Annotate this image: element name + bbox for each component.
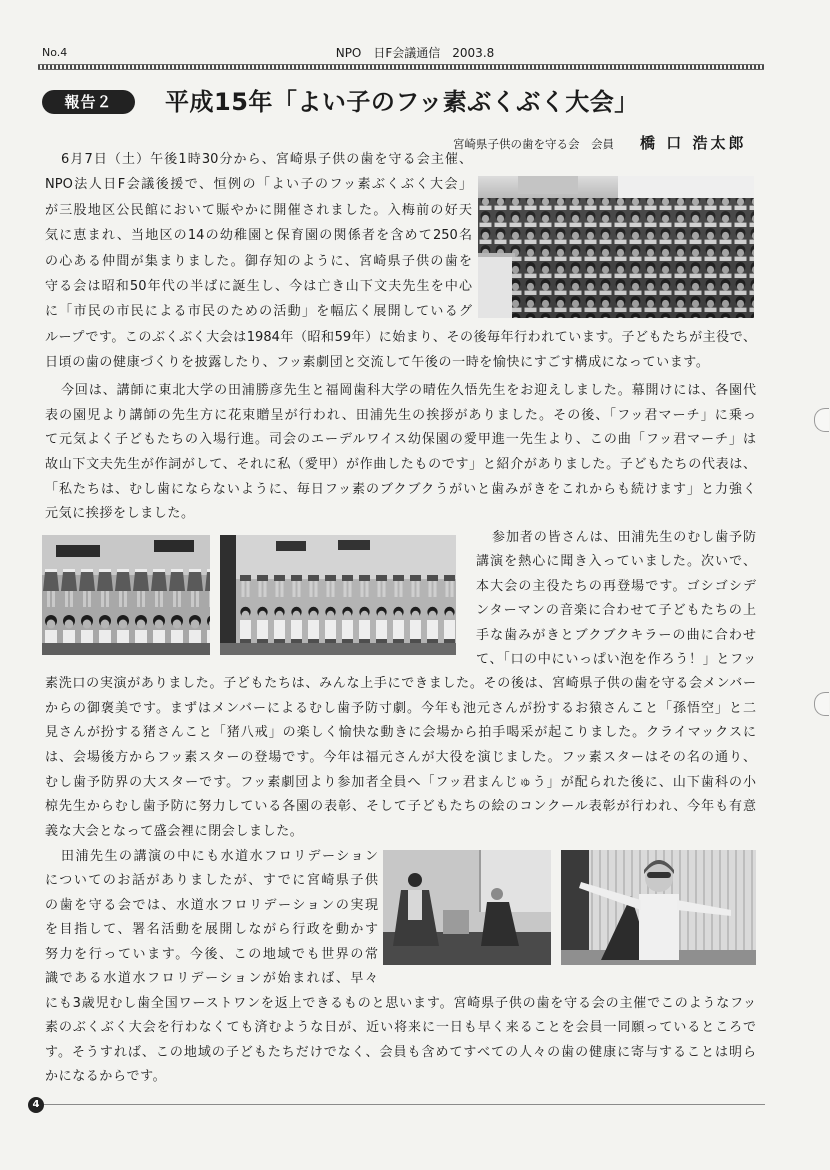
text-line: 本大会の主役たちの再登場です。ゴシゴシデ (476, 578, 756, 594)
text-line: ンターマンの音楽に合わせて子どもたちの上 (476, 603, 756, 619)
text-line: 6月7日（土）午後1時30分から、宮崎県子供の歯を守る会主催、 (61, 152, 472, 167)
text-line: 気に恵まれ、当地区の14の幼稚園と保育園の関係者を含めて250名 (45, 228, 472, 244)
text-line: 日頃の歯の健康づくりを披露したり、フッ素劇団と交流して午後の一時を愉快にすごす構成になっています。 (45, 355, 710, 371)
photo-audience-image (478, 176, 754, 318)
photo-audience (478, 176, 754, 318)
photo-fluoride-star (561, 850, 756, 965)
header-divider (38, 64, 764, 70)
text-line: は、会場後方からフッ素スターの登場です。今年は福元さんが大役を演じました。フッ素スターはその名の通り、 (45, 750, 756, 766)
text-line: 故山下文夫先生が作詞がして、それに私（愛甲）が作曲したものです」と紹介がありました。子どもたちの代表は、 (45, 457, 756, 473)
text-line: むし歯予防界の大スターです。フッ素劇団より参加者全員へ「フッ君まんじゅう」が配られた後に、山下歯科の小 (45, 774, 756, 790)
text-line: に「市民の市民による市民のための活動」を幅広く展開しているグ (45, 304, 472, 320)
paragraph-4-column (45, 845, 378, 991)
page-number: 4 (28, 1097, 44, 1113)
text-line: 今回は、講師に東北大学の田浦勝彦先生と福岡歯科大学の晴佐久悟先生をお迎えしました。幕開けには、各園代 (61, 383, 756, 398)
text-line: 講演を熱心に聞き入っていました。次いで、 (476, 554, 756, 570)
paragraph-3-column (476, 526, 756, 672)
text-line: て元気よく子どもたちの入場行進。司会のエーデルワイス幼保園の愛甲進一先生より、この曲「フッ君マーチ」は (45, 432, 756, 448)
issue-number: No.4 (42, 46, 68, 59)
photo-children-on-stage (220, 535, 456, 655)
paragraph-3-full (45, 672, 756, 845)
text-line: を目指して、署名活動を展開しながら行政を動かす (45, 922, 378, 938)
text-line: NPO法人日F会議後援で、恒例の「よい子のフッ素ぶくぶく大会」 (45, 177, 472, 193)
photo-children-with-signs-image (42, 535, 210, 655)
text-line: す。そうすれば、この地域の子どもたちだけでなく、会員も含めてすべての人々の歯の健康に寄与することは明ら (45, 1044, 756, 1060)
photo-children-with-signs (42, 535, 210, 655)
text-line: 田浦先生の講演の中にも水道水フロリデーション (61, 849, 378, 864)
text-line: 識である水道水フロリデーションが始まれば、早々 (45, 970, 378, 986)
text-line: の心ある仲間が集まりました。御存知のように、宮崎県子供の歯を (45, 253, 472, 269)
text-line: 「私たちは、むし歯にならないように、毎日フッ素のブクブクうがいと歯みがきをこれからも続けます」と力強く (45, 481, 756, 497)
photo-skit-performance (383, 850, 551, 965)
text-line: 椋先生からむし歯予防に努力している各園の表彰、そして子どもたちの絵のコンクール表彰が行われ、今年も有意 (45, 799, 756, 815)
text-line: 素のぶくぶく大会を行わなくても済むような日が、近い将来に一日も早く来ることを会員一同願っているところで (45, 1020, 756, 1036)
photo-skit-performance-image (383, 850, 551, 965)
hole-punch-mark (814, 692, 829, 716)
text-line: 参加者の皆さんは、田浦先生のむし歯予防 (492, 530, 756, 545)
photo-fluoride-star-image (561, 850, 756, 965)
text-line: 表の園児より講師の先生方に花束贈呈が行われ、田浦先生の挨拶がありました。その後、「フッ君マーチ」に乗っ (45, 407, 756, 423)
text-line: にも3歳児むし歯全国ワーストワンを返上できるものと思います。宮崎県子供の歯を守る会の主催でこのようなフッ (45, 996, 756, 1011)
photo-children-on-stage-image (220, 535, 456, 655)
text-line: 努力を行っています。今後、この地域でも世界の常 (45, 946, 378, 962)
text-line: からの御褒美です。まずはメンバーによるむし歯予防寸劇。今年も池元さんが扮するお猿さんこと「孫悟空」と二 (45, 700, 756, 716)
text-line: かになるからです。 (45, 1069, 167, 1085)
text-line: て、「口の中にいっぱい泡を作ろう！」とフッ (476, 651, 756, 667)
author-affiliation: 宮崎県子供の歯を守る会 会員 (453, 137, 614, 151)
paragraph-4-full (45, 992, 756, 1090)
paragraph-1-full (45, 325, 756, 376)
text-line: ループです。このぶくぶく大会は1984年（昭和59年）に始まり、その後毎年行われています。子どもたちが主役で、 (45, 330, 756, 345)
text-line: の歯を守る会では、水道水フロリデーションの実現 (45, 897, 378, 913)
report-badge: 報告２ (42, 90, 135, 114)
text-line: が三股地区公民館において賑やかに開催されました。入梅前の好天 (45, 202, 472, 218)
article-title: 平成15年「よい子のフッ素ぶくぶく大会」 (165, 88, 639, 116)
paragraph-1-column (45, 147, 472, 325)
text-line: 守る会は昭和50年代の半ばに誕生し、今は亡き山下文夫先生を中心 (45, 278, 472, 294)
hole-punch-mark (814, 408, 829, 432)
text-line: 義な大会となって盛会裡に閉会しました。 (45, 824, 304, 840)
author-name: 橋 口 浩太郎 (640, 134, 747, 152)
text-line: 素洗口の実演がありました。子どもたちは、みんな上手にできました。その後は、宮崎県子供の歯を守る会メンバー (45, 676, 756, 691)
text-line: 手な歯みがきとブクブクキラーの曲に合わせ (476, 627, 756, 643)
text-line: についてのお話がありましたが、すでに宮崎県子供 (45, 873, 378, 889)
paragraph-2 (45, 379, 756, 527)
text-line: 元気に挨拶をしました。 (45, 506, 195, 522)
footer-divider (40, 1104, 765, 1105)
text-line: 見さんが扮する猪さんこと「猪八戒」の楽しく愉快な動きに会場から拍手喝采が起こりました。クライマックスに (45, 725, 756, 741)
publication-header: NPO 日F会議通信 2003.8 (335, 46, 495, 60)
